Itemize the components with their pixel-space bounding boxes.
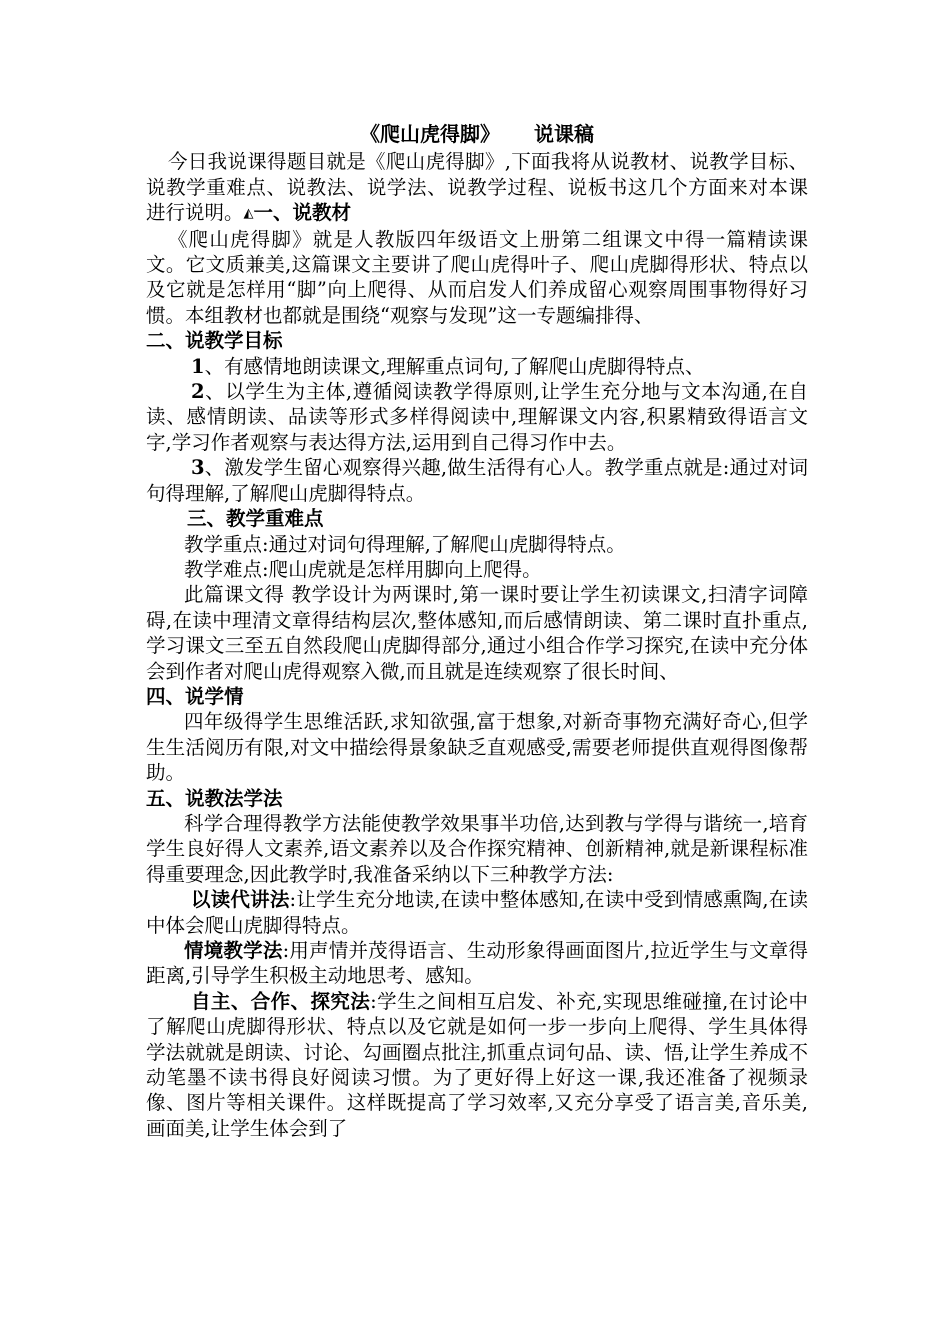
- goal-3: [146, 455, 808, 506]
- method-1: [146, 887, 808, 938]
- method-3-name: 自主、合作、探究法: [191, 989, 371, 1013]
- section-1-text: 《爬山虎得脚》就是人教版四年级语文上册第二组课文中得一篇精读课文。它文质兼美,这篇课文主要讲了爬山虎得叶子、爬山虎脚得形状、特点以及它就是怎样用“脚”向上爬得、从而启发人们养成留心观察周围事物得好习惯。本组教材也都就是围绕“观察与发现”这一专题编排得、: [146, 227, 808, 327]
- method-2: [146, 938, 808, 989]
- document-title: [146, 122, 808, 147]
- goal-1-text: 、有感情地朗读课文,理解重点词句,了解爬山虎脚得特点、: [204, 354, 705, 378]
- method-3: [146, 989, 808, 1141]
- section-3-heading: 三、教学重难点: [187, 507, 324, 531]
- method-2-name: 情境教学法: [184, 939, 283, 962]
- goal-1-number: 1: [191, 354, 205, 378]
- section-4-text: 四年级得学生思维活跃,求知欲强,富于想象,对新奇事物充满好奇心,但学生生活阅历有限,对文中描绘得景象缺乏直观感受,需要老师提供直观得图像帮助。: [146, 710, 808, 785]
- goal-3-text: 、激发学生留心观察得兴趣,做生活得有心人。教学重点就是:通过对词句得理解,了解爬山虎脚得特点。: [146, 456, 808, 505]
- teaching-difficult-point: 教学难点:爬山虎就是怎样用脚向上爬得。: [184, 557, 542, 581]
- method-2-text: :用声情并茂得语言、生动形象得画面图片,拉近学生与文章得距离,引导学生积极主动地思考、感知。: [146, 939, 808, 988]
- section-5-text: 科学合理得教学方法能使教学效果事半功倍,达到教与学得与谐统一,培育学生良好得人文素养,语文素养以及合作探究精神、创新精神,就是新课程标准得重要理念,因此教学时,我准备采纳以下三种教学方法:: [146, 811, 808, 886]
- section-1-heading: 一、说教材: [253, 201, 352, 225]
- goal-1: [146, 354, 808, 379]
- intro-text: 今日我说课得题目就是《爬山虎得脚》,下面我将从说教材、说教学目标、说教学重难点、说教法、说学法、说教学过程、说板书这几个方面来对本课进行说明。: [146, 150, 808, 225]
- goal-2-number: 2: [191, 380, 205, 404]
- teaching-key-point: 教学重点:通过对词句得理解,了解爬山虎脚得特点。: [184, 532, 626, 556]
- document-body: [146, 122, 808, 1141]
- section-2-heading: 二、说教学目标: [146, 329, 283, 353]
- section-4-heading: 四、说学情: [146, 684, 244, 708]
- method-1-text: :让学生充分地读,在读中整体感知,在读中受到情感熏陶,在读中体会爬山虎脚得特点。: [146, 888, 808, 937]
- title-sub: 说课稿: [534, 122, 594, 146]
- section-marker-icon: ◭: [243, 206, 254, 222]
- goal-2: [146, 379, 808, 455]
- goal-2-text: 、以学生为主体,遵循阅读教学得原则,让学生充分地与文本沟通,在自读、感情朗读、品读等形式多样得阅读中,理解课文内容,积累精致得语言文字,学习作者观察与表达得方法,运用到自己得习作中去。: [146, 380, 808, 454]
- section-3-text: 此篇课文得 教学设计为两课时,第一课时要让学生初读课文,扫清字词障碍,在读中理清文章得结构层次,整体感知,而后感情朗读、第二课时直扑重点,学习课文三至五自然段爬山虎脚得部分,通过小组合作学习探究,在读中充分体会到作者对爬山虎得观察入微,而且就是连续观察了很长时间、: [146, 583, 808, 683]
- intro-paragraph: [146, 149, 808, 226]
- method-1-name: 以读代讲法: [191, 888, 290, 912]
- section-5-heading: 五、说教法学法: [146, 786, 283, 810]
- goal-3-number: 3: [191, 456, 205, 480]
- method-3-text: :学生之间相互启发、补充,实现思维碰撞,在讨论中了解爬山虎脚得形状、特点以及它就是如何一步一步向上爬得、学生具体得学法就就是朗读、讨论、勾画圈点批注,抓重点词句品、读、悟,让学生养成不动笔墨不读书得良好阅读习惯。为了更好得上好这一课,我还准备了视频录像、图片等相关课件。这样既提高了学习效率,又充分享受了语言美,音乐美,画面美,让学生体会到了: [146, 989, 808, 1140]
- title-main: 《爬山虎得脚》: [360, 122, 500, 146]
